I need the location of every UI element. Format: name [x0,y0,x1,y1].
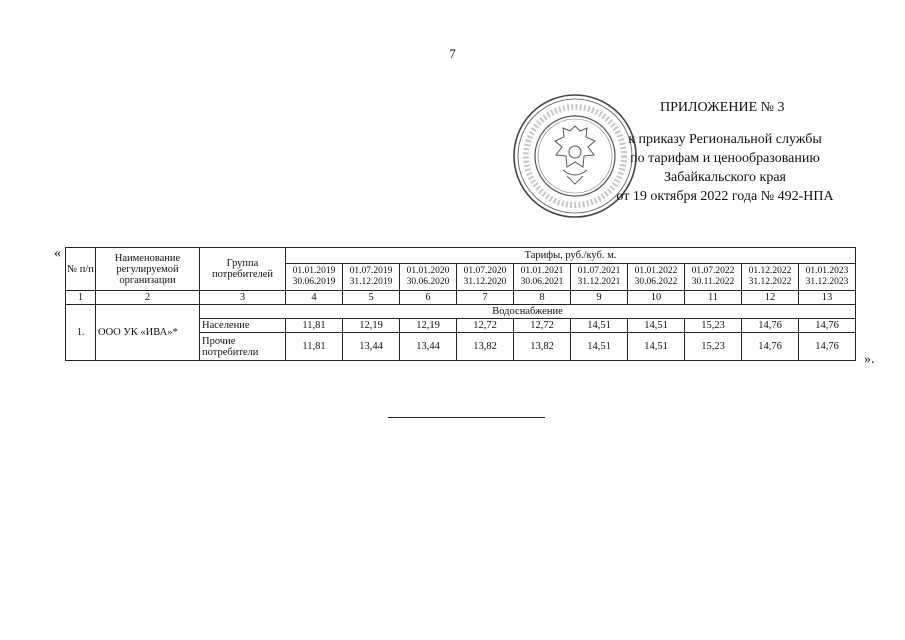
appendix-line: от 19 октября 2022 года № 492-НПА [616,189,834,204]
header-org: Наименование регулируемой организации [96,248,200,291]
tariff-value: 15,23 [685,319,742,333]
col-number: 11 [685,291,742,305]
tariff-value: 12,19 [400,319,457,333]
appendix-line: к приказу Региональной службы [628,132,822,147]
organization-name: ООО УК «ИВА»* [96,305,200,361]
tariff-value: 11,81 [286,333,343,361]
tariff-value: 12,19 [343,319,400,333]
header-num: № п/п [66,248,96,291]
period-cell: 01.07.2022 30.11.2022 [685,264,742,291]
tariff-value: 14,76 [799,333,856,361]
consumer-group: Население [200,319,286,333]
tariff-value: 15,23 [685,333,742,361]
period-cell: 01.01.2020 30.06.2020 [400,264,457,291]
period-cell: 01.07.2021 31.12.2021 [571,264,628,291]
row-number: 1. [66,305,96,361]
tariff-table [65,247,856,361]
col-number: 13 [799,291,856,305]
period-cell: 01.01.2022 30.06.2022 [628,264,685,291]
col-number: 9 [571,291,628,305]
col-number: 6 [400,291,457,305]
tariff-value: 14,51 [628,319,685,333]
section-title: Водоснабжение [200,305,856,319]
tariff-value: 14,51 [628,333,685,361]
period-cell: 01.12.2022 31.12.2022 [742,264,799,291]
page-number: 7 [449,46,456,61]
col-number: 10 [628,291,685,305]
col-number: 1 [66,291,96,305]
column-number-row [66,291,856,305]
tariff-value: 14,76 [799,319,856,333]
col-number: 4 [286,291,343,305]
header-group: Группа потребителей [200,248,286,291]
col-number: 8 [514,291,571,305]
opening-quote: « [54,246,61,261]
tariff-value: 13,82 [514,333,571,361]
tariff-value: 14,76 [742,333,799,361]
consumer-group: Прочие потребители [200,333,286,361]
tariff-value: 14,51 [571,319,628,333]
tariff-value: 14,51 [571,333,628,361]
tariff-value: 13,82 [457,333,514,361]
header-tariffs: Тарифы, руб./куб. м. [286,248,856,264]
appendix-title: ПРИЛОЖЕНИЕ № 3 [660,100,785,115]
appendix-line: Забайкальского края [663,170,786,185]
tariff-value: 14,76 [742,319,799,333]
col-number: 12 [742,291,799,305]
appendix-header [560,98,890,206]
bottom-divider [388,417,545,418]
tariff-value: 13,44 [343,333,400,361]
tariff-value: 12,72 [514,319,571,333]
tariff-value: 13,44 [400,333,457,361]
period-cell: 01.01.2019 30.06.2019 [286,264,343,291]
col-number: 3 [200,291,286,305]
tariff-value: 12,72 [457,319,514,333]
col-number: 5 [343,291,400,305]
tariff-value: 11,81 [286,319,343,333]
period-cell: 01.01.2023 31.12.2023 [799,264,856,291]
col-number: 2 [96,291,200,305]
period-cell: 01.07.2019 31.12.2019 [343,264,400,291]
period-cell: 01.07.2020 31.12.2020 [457,264,514,291]
appendix-line: по тарифам и ценообразованию [630,151,820,166]
period-cell: 01.01.2021 30.06.2021 [514,264,571,291]
closing-quote: ». [864,352,875,367]
col-number: 7 [457,291,514,305]
